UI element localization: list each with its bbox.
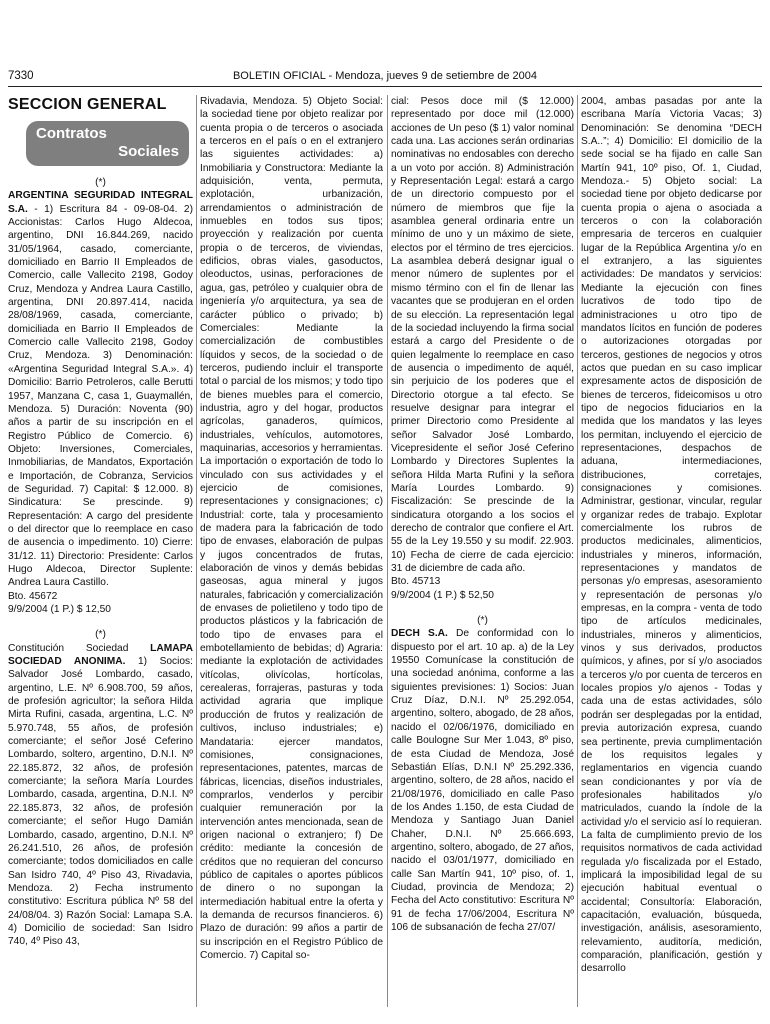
notice-body: 1) Socios: Salvador José Lombardo, casado, argentino, L.E. Nº 6.908.700, 59 años, de profesión agricultor; la señora Hilda Mirta Rufini, casada, argentina, L.C. Nº 5.970.748, 55 años, de profesión comerciante; el señor José Ceferino Lombardo, soltero, argentino, D.N.I. Nº 22.185.872, 32 años, de profesión comerciante; la señora María Lourdes Lombardo, casada, argentina, D.N.I. Nº 22.185.873, 32 años, de profesión comerciante; el señor Hugo Damián Lombardo, casado, argentino, D.N.I. Nº 26.241.510, 26 años, de profesión comerciante; todos domiciliados en calle San Isidro 740, 4º Piso 43, Rivadavia, Mendoza. 2) Fecha instrumento constitutivo: Escritura pública Nº 58 del 24/08/04. 3) Razón Social: Lamapa S.A. 4) Domicilio de sociedad: San Isidro 740, 4º Piso 43, [8, 656, 193, 948]
notice-lamapa-continued: Rivadavia, Mendoza. 5) Objeto Social: la sociedad tiene por objeto realizar por cuenta propia o de terceros o asociada a terceros en el país o en el extranjero las siguientes actividades: a) Inmobiliaria y Constructora: Mediante la adquisición, venta, permuta, explotación, urbanización, arrendamientos o administración de inmuebles en todos sus tipos; proyección y realización por cuenta propia o de terceros, de viviendas, edificios, obras viales, gasoductos, oleoductos, usinas, perforaciones de agua, gas, petróleo y cualquier obra de ingeniería y/o arquitectura, ya sea de carácter público o privado; b) Comerciales: Mediante la comercialización de combustibles líquidos y secos, de la sociedad o de terceros, pudiendo incluir el transporte total o parcial de los mismos; y todo tipo de bienes muebles para el comercio, industria, agro y del hogar, productos agrícolas, ganaderos, químicos, industriales, vehículos, automotores, maquinarias, accesorios y herramientas. La importación o exportación de todo lo vinculado con sus actividades y el ejercicio de comisiones, representaciones y consignaciones; c) Industrial: corte, tala y procesamiento de madera para la fabricación de todo tipo de envases, elaboración de pulpas y jugos concentrados de frutas, elaboración de vinos y demás bebidas gaseosas, agua mineral y jugos naturales, fabricación y comercialización de envases de polietileno y todo tipo de productos plásticos y la fabricación de todo tipo de envases para el embotellamiento de bebidas; d) Agraria: mediante la explotación de actividades vitícolas, olivícolas, hortícolas, cerealeras, forrajeras, pasturas y toda actividad agraria que implique producción de frutos y realización de cultivos, incluso industriales; e) Mandataria: ejercer mandatos, comisiones, consignaciones, representaciones, patentes, marcas de fábricas, licencias, diseños industriales, comprarlos, venderlos y percibir cualquier remuneración por la intervención antes mencionada, sean de origen nacional o extranjero; f) De crédito: mediante la concesión de créditos que no requieran del concurso público de capitales o aportes públicos de dinero o no supongan la intermediación habitual entre la oferta y la demanda de recursos financieros. 6) Plazo de duración: 99 años a partir de su inscripción en el Registro Público de Comercio. 7) Capital so- [200, 96, 383, 961]
column-2 [200, 95, 383, 1007]
notice-body: - 1) Escritura 84 - 09-08-04. 2) Accionistas: Carlos Hugo Aldecoa, argentino, DNI 16.844.269, nacido 31/05/1964, casado, comerciante, domiciliado en Barrio II Empleados de Comercio, calle Vallecito 2198, Godoy Cruz, Mendoza y Andrea Laura Castillo, argentina, DNI 20.897.414, nacida 28/08/1969, casada, comerciante, domiciliada en Barrio II Empleados de Comercio calle Vallecito 2198, Godoy Cruz, Mendoza. 3) Denominación: «Argentina Seguridad Integral S.A.». 4) Domicilio: Barrio Petroleros, calle Berutti 1957, Manzana C, casa 1, Guaymallén, Mendoza. 5) Duración: Noventa (90) años a partir de su inscripción en el Registro Público de Comercio. 6) Objeto: Inversiones, Comerciales, Inmobiliarias, de Mandatos, Exportación e Importación, de Cobranza, Servicios de Seguridad. 7) Capital: $ 12.000. 8) Sindicatura: Se prescinde. 9) Representación: A cargo del presidente o del director que lo reemplace en caso de ausencia o impedimento. 10) Cierre: 31/12. 11) Directorio: Presidente: Carlos Hugo Aldecoa, Director Suplente: Andrea Laura Castillo. [8, 203, 193, 589]
contratos-sociales-banner [26, 121, 189, 166]
notice-mark: (*) [95, 629, 106, 641]
column-divider [196, 95, 197, 1007]
spacer [8, 616, 193, 628]
notice-dech [391, 627, 574, 934]
notice-lamapa [8, 642, 193, 949]
notice-lamapa-continued: cial: Pesos doce mil ($ 12.000) representado por doce mil (12.000) acciones de Un peso ($ 1) valor nominal cada una. Las acciones serán ordinarias nominativas no endosables con derecho a un voto por acción. 8) Administración y Representación Legal: estará a cargo de un directorio compuesto por el número de miembros que fije la asamblea general ordinaria entre un mínimo de uno y un máximo de siete, electos por el término de tres ejercicios. La asamblea deberá designar igual o menor número de suplentes por el mismo término con el fin de llenar las vacantes que se produjeran en el orden de su elección. La representación legal de la sociedad incluyendo la firma social estará a cargo del Presidente o de quien legalmente lo reemplace en caso de ausencia o impedimento de aquél, sin perjuicio de los poderes que el Directorio otorgue a tal efecto. Se resuelve designar para integrar el primer Directorio como Presidente al señor Salvador José Lombardo, Vicepresidente el señor José Ceferino Lombardo y Directores Suplentes la señora Hilda Marta Rufini y la señora María Lourdes Lombardo. 9) Fiscalización: Se prescinde de la sindicatura otorgando a los socios el derecho de contralor que confiere el Art. 55 de la Ley 19.550 y su modif. 22.903. 10) Fecha de cierre de cada ejercicio: 31 de diciembre de cada año. [391, 96, 574, 575]
page-header-title: BOLETIN OFICIAL - Mendoza, jueves 9 de setiembre de 2004 [232, 70, 538, 82]
section-title: SECCION GENERAL [8, 96, 167, 113]
banner-line-1: Contratos [36, 125, 107, 142]
company-name: ARGENTINA SEGURIDAD INTEGRAL S.A. [8, 190, 193, 215]
company-name: LAMAPA SOCIEDAD ANONIMA. [8, 642, 193, 668]
column-4 [581, 95, 762, 1007]
notice-prefix: Constitución Sociedad [8, 642, 151, 654]
column-3 [391, 95, 574, 1007]
spacer [391, 602, 574, 614]
company-name: DECH S.A. [391, 628, 448, 640]
notice-mark: (*) [95, 177, 106, 188]
notice-argentina-seguridad [8, 189, 193, 589]
column-1 [8, 95, 193, 1007]
notice-body: De conformidad con lo dispuesto por el art. 10 ap. a) de la Ley 19550 Comunícase la constitución de una sociedad anónima, conforme a las siguientes previsiones: 1) Socios: Juan Cruz Díaz, D.N.I. Nº 25.292.054, argentino, soltero, abogado, de 28 años, nacido el 02/06/1976, domiciliado en calle Boulogne Sur Mer 1.043, 8º piso, de esta Ciudad de Mendoza, José Sebastián Elías, D.N.I Nº 25.292.336, argentino, soltero, de 28 años, nacido el 21/08/1976, domiciliado en calle Paso de los Andes 1.150, de esta Ciudad de Mendoza y Santiago Juan Daniel Chaher, D.N.I. Nº 25.666.693, argentino, soltero, abogado, de 27 años, nacido el 03/01/1977, domiciliado en calle San Martín 941, 10º piso, of. 1, Ciudad, provincia de Mendoza; 2) Fecha del Acto constitutivo: Escritura Nº 91 de fecha 17/06/2004, Escritura Nº 106 de subsanación de fecha 27/07/ [391, 628, 574, 933]
notice-date: 9/9/2004 (1 P.) $ 12,50 [8, 604, 111, 615]
header-rule [8, 86, 762, 87]
notice-bto: Bto. 45672 [8, 590, 58, 602]
page-number: 7330 [8, 70, 34, 82]
notice-date: 9/9/2004 (1 P.) $ 52,50 [391, 589, 494, 601]
notice-bto: Bto. 45713 [391, 576, 441, 588]
column-divider [577, 95, 578, 1007]
notice-dech-continued: 2004, ambas pasadas por ante la escribana María Victoria Vacas; 3) Denominación: Se denomina “DECH S.A..”; 4) Domicilio: El domicilio de la sede social se ha fijado en calle San Martín 941, 10º piso, Of. 1, Ciudad, Mendoza.- 5) Objeto social: La sociedad tiene por objeto dedicarse por cuenta propia o ajena o asociada a terceros o con la colaboración empresaria de terceros en cualquier lugar de la República Argentina y/o en el extranjero, a las siguientes actividades: De mandatos y servicios: Mediante la ejecución con fines lucrativos de todo tipo de administraciones u otro tipo de mandatos lícitos en función de poderes o autorizaciones otorgadas por terceros, gestiones de negocios y otros actos que puedan en su caso implicar expresamente actos de disposición de bienes de terceros, fideicomisos u otro tipo de negocios fiduciarios en la medida que los mandatos y las leyes los permitan, incluyendo el ejercicio de representaciones, despachos de aduana, intermediaciones, distribuciones, corretajes, consignaciones y comisiones. Administrar, gestionar, vincular, regular y organizar redes de trabajo. Explotar comercialmente los rubros de productos medicinales, alimenticios, industriales y mineros, información, representaciones y mandatos de personas y/o empresas, asesoramiento y representación de personas y/o empresas, en la compra - venta de todo tipo de artículos medicinales, industriales, mineros y alimenticios, vinos y sus derivados, productos químicos, y afines, por sí y/o asociados a terceros y/o por cuenta de terceros en locales propios y/o ajenos - Todas y cada una de estas actividades, sólo podrán ser desplegadas por la entidad, previa autorización expresa, cuando sea pertinente, previa cumplimentación de los requisitos legales y reglamentarios en vigencia cuando sean condicionantes y por vía de profesionales habilitados y/o matriculados, cuando la índole de la actividad y/o el servicio así lo requieran. La falta de cumplimiento previo de los requisitos normativos de cada actividad regulada y/o fiscalizada por el Estado, implicará la imposibilidad legal de su ejecución habitual eventual o accidental; Consultoría: Elaboración, capacitación, evaluación, búsqueda, investigación, análisis, asesoramiento, relevamiento, auditoría, medición, comparación, planificación, gestión y desarrollo [581, 96, 762, 975]
column-divider [387, 95, 388, 1007]
banner-line-2: Sociales [118, 143, 179, 160]
notice-mark: (*) [477, 615, 488, 627]
